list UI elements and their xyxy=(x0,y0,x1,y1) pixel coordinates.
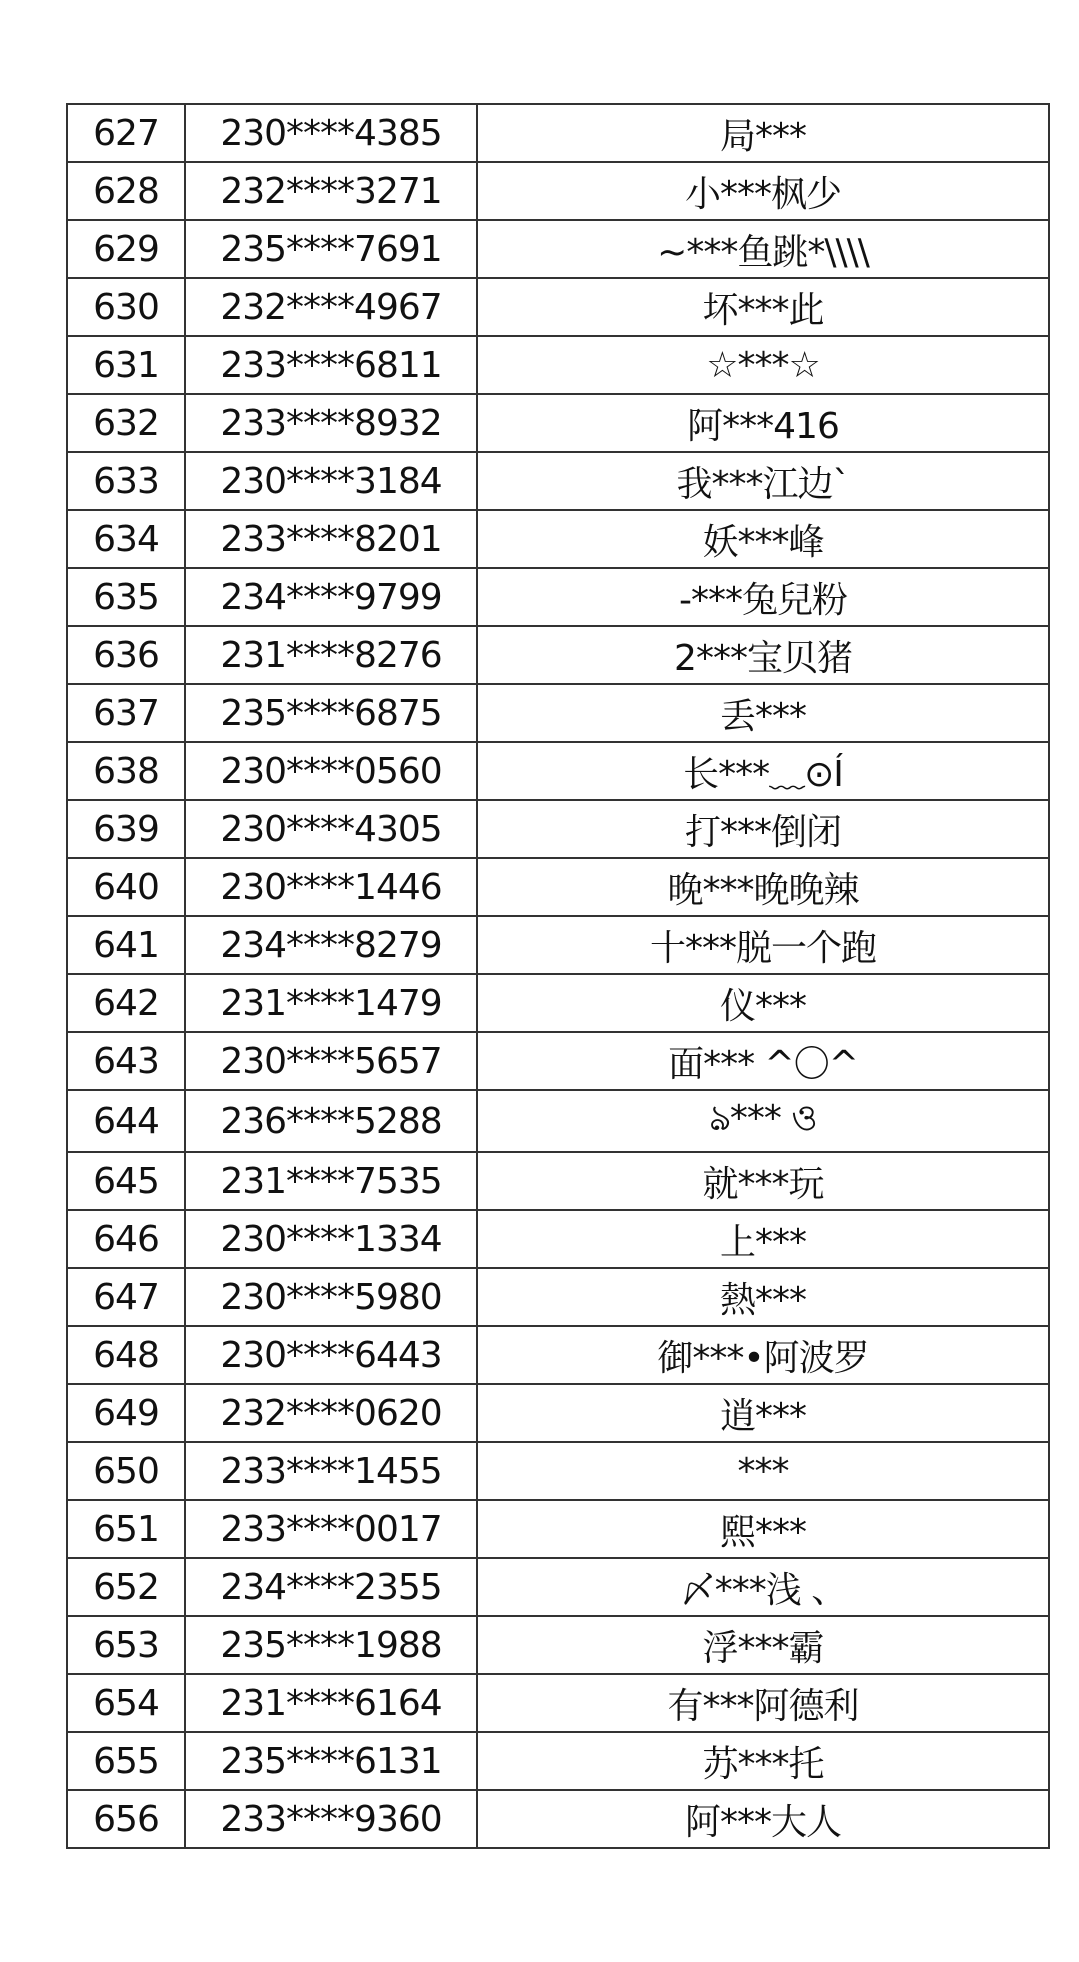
table-row xyxy=(67,1500,1049,1558)
masked-name-cell: 我***江边` xyxy=(477,452,1049,510)
table-row xyxy=(67,336,1049,394)
row-number-cell: 639 xyxy=(67,800,185,858)
table-row xyxy=(67,1790,1049,1848)
row-number-cell: 645 xyxy=(67,1152,185,1210)
row-number-cell: 627 xyxy=(67,104,185,162)
masked-name-cell: 坏***此 xyxy=(477,278,1049,336)
row-number-cell: 629 xyxy=(67,220,185,278)
row-number-cell: 653 xyxy=(67,1616,185,1674)
table-row xyxy=(67,220,1049,278)
table-row xyxy=(67,742,1049,800)
masked-name-cell: 仪*** xyxy=(477,974,1049,1032)
table-row xyxy=(67,104,1049,162)
masked-name-cell: 逍*** xyxy=(477,1384,1049,1442)
table-row xyxy=(67,1558,1049,1616)
table-row xyxy=(67,974,1049,1032)
masked-id-cell: 230****6443 xyxy=(185,1326,477,1384)
row-number-cell: 637 xyxy=(67,684,185,742)
row-number-cell: 654 xyxy=(67,1674,185,1732)
table-row xyxy=(67,1210,1049,1268)
masked-id-cell: 232****3271 xyxy=(185,162,477,220)
masked-name-cell: *** xyxy=(477,1442,1049,1500)
masked-id-cell: 233****0017 xyxy=(185,1500,477,1558)
row-number-cell: 656 xyxy=(67,1790,185,1848)
masked-id-cell: 232****0620 xyxy=(185,1384,477,1442)
table-row xyxy=(67,278,1049,336)
table-row xyxy=(67,1032,1049,1090)
masked-id-cell: 230****5657 xyxy=(185,1032,477,1090)
table-row xyxy=(67,452,1049,510)
masked-id-cell: 231****6164 xyxy=(185,1674,477,1732)
row-number-cell: 634 xyxy=(67,510,185,568)
masked-id-cell: 235****6875 xyxy=(185,684,477,742)
masked-id-cell: 233****6811 xyxy=(185,336,477,394)
masked-name-cell: 苏***托 xyxy=(477,1732,1049,1790)
table-row xyxy=(67,1616,1049,1674)
masked-name-cell: 十***脱一个跑 xyxy=(477,916,1049,974)
masked-id-cell: 230****1334 xyxy=(185,1210,477,1268)
row-number-cell: 651 xyxy=(67,1500,185,1558)
masked-id-cell: 230****0560 xyxy=(185,742,477,800)
table-row xyxy=(67,1732,1049,1790)
table-row xyxy=(67,626,1049,684)
row-number-cell: 628 xyxy=(67,162,185,220)
masked-name-cell: 阿***大人 xyxy=(477,1790,1049,1848)
row-number-cell: 648 xyxy=(67,1326,185,1384)
masked-id-cell: 233****9360 xyxy=(185,1790,477,1848)
table-row xyxy=(67,1326,1049,1384)
masked-id-cell: 233****8201 xyxy=(185,510,477,568)
row-number-cell: 638 xyxy=(67,742,185,800)
roster-sheet xyxy=(66,103,1048,1849)
masked-name-cell: 阿***416 xyxy=(477,394,1049,452)
winner-table-body xyxy=(67,104,1049,1848)
row-number-cell: 640 xyxy=(67,858,185,916)
row-number-cell: 636 xyxy=(67,626,185,684)
masked-id-cell: 232****4967 xyxy=(185,278,477,336)
masked-name-cell: 小***枫少 xyxy=(477,162,1049,220)
masked-id-cell: 231****8276 xyxy=(185,626,477,684)
masked-id-cell: 230****4305 xyxy=(185,800,477,858)
row-number-cell: 649 xyxy=(67,1384,185,1442)
masked-id-cell: 231****1479 xyxy=(185,974,477,1032)
table-row xyxy=(67,510,1049,568)
row-number-cell: 635 xyxy=(67,568,185,626)
winner-table xyxy=(66,103,1050,1849)
masked-name-cell: 晚***晚晚辣 xyxy=(477,858,1049,916)
masked-name-cell: 长***﹏⊙Í xyxy=(477,742,1049,800)
masked-id-cell: 235****6131 xyxy=(185,1732,477,1790)
row-number-cell: 646 xyxy=(67,1210,185,1268)
masked-id-cell: 235****1988 xyxy=(185,1616,477,1674)
masked-name-cell: 熱*** xyxy=(477,1268,1049,1326)
table-row xyxy=(67,1268,1049,1326)
masked-name-cell: 2***宝贝猪 xyxy=(477,626,1049,684)
masked-name-cell: 御***•阿波罗 xyxy=(477,1326,1049,1384)
masked-id-cell: 230****1446 xyxy=(185,858,477,916)
row-number-cell: 655 xyxy=(67,1732,185,1790)
masked-id-cell: 231****7535 xyxy=(185,1152,477,1210)
masked-name-cell: 就***玩 xyxy=(477,1152,1049,1210)
masked-id-cell: 233****8932 xyxy=(185,394,477,452)
table-row xyxy=(67,1442,1049,1500)
table-row xyxy=(67,684,1049,742)
table-row xyxy=(67,394,1049,452)
masked-name-cell: 打***倒闭 xyxy=(477,800,1049,858)
masked-id-cell: 230****5980 xyxy=(185,1268,477,1326)
masked-id-cell: 233****1455 xyxy=(185,1442,477,1500)
row-number-cell: 632 xyxy=(67,394,185,452)
masked-name-cell: 丢*** xyxy=(477,684,1049,742)
row-number-cell: 641 xyxy=(67,916,185,974)
table-row xyxy=(67,1090,1049,1152)
masked-name-cell: 浮***霸 xyxy=(477,1616,1049,1674)
masked-id-cell: 234****8279 xyxy=(185,916,477,974)
masked-name-cell: 熙*** xyxy=(477,1500,1049,1558)
table-row xyxy=(67,568,1049,626)
masked-id-cell: 234****2355 xyxy=(185,1558,477,1616)
table-row xyxy=(67,1384,1049,1442)
masked-name-cell: 有***阿德利 xyxy=(477,1674,1049,1732)
row-number-cell: 650 xyxy=(67,1442,185,1500)
masked-name-cell: 〆***浅 、 xyxy=(477,1558,1049,1616)
masked-name-cell: ☆***☆ xyxy=(477,336,1049,394)
table-row xyxy=(67,1674,1049,1732)
table-row xyxy=(67,858,1049,916)
masked-id-cell: 235****7691 xyxy=(185,220,477,278)
masked-id-cell: 230****3184 xyxy=(185,452,477,510)
table-row xyxy=(67,916,1049,974)
masked-id-cell: 230****4385 xyxy=(185,104,477,162)
masked-id-cell: 234****9799 xyxy=(185,568,477,626)
masked-name-cell: 面*** ^〇^ xyxy=(477,1032,1049,1090)
row-number-cell: 642 xyxy=(67,974,185,1032)
row-number-cell: 643 xyxy=(67,1032,185,1090)
row-number-cell: 652 xyxy=(67,1558,185,1616)
row-number-cell: 647 xyxy=(67,1268,185,1326)
masked-name-cell: ঌ*** ও xyxy=(477,1090,1049,1152)
row-number-cell: 644 xyxy=(67,1090,185,1152)
table-row xyxy=(67,162,1049,220)
masked-name-cell: 妖***峰 xyxy=(477,510,1049,568)
table-row xyxy=(67,1152,1049,1210)
table-row xyxy=(67,800,1049,858)
masked-name-cell: 局*** xyxy=(477,104,1049,162)
masked-name-cell: ~***鱼跳*\\\\ xyxy=(477,220,1049,278)
row-number-cell: 633 xyxy=(67,452,185,510)
masked-name-cell: -***兔兒粉 xyxy=(477,568,1049,626)
row-number-cell: 630 xyxy=(67,278,185,336)
row-number-cell: 631 xyxy=(67,336,185,394)
masked-id-cell: 236****5288 xyxy=(185,1090,477,1152)
masked-name-cell: 上*** xyxy=(477,1210,1049,1268)
